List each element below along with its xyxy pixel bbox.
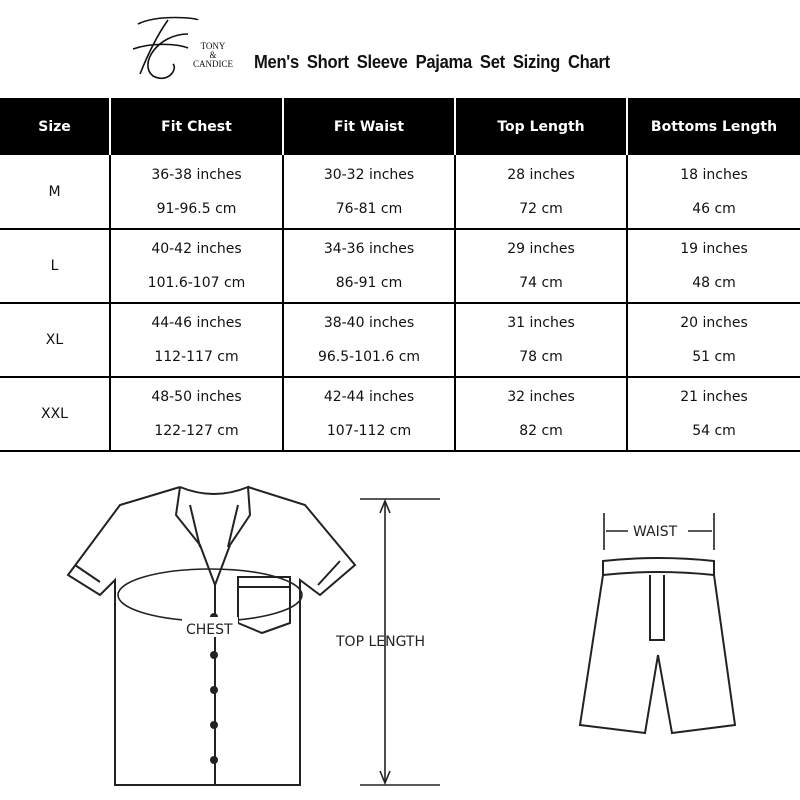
- waist-cell: [283, 155, 455, 229]
- header-chest: Fit Chest: [110, 98, 283, 155]
- top-cell: [455, 377, 627, 451]
- header-top-length: Top Length: [455, 98, 627, 155]
- table-row: [0, 155, 800, 229]
- size-value: L: [50, 258, 59, 274]
- chest-cm: 122-127 cm: [154, 423, 239, 439]
- table-row: [0, 229, 800, 303]
- waist-inches: 42-44 inches: [323, 389, 415, 405]
- bottoms-cell: [627, 303, 800, 377]
- bottoms-cm: 46 cm: [692, 200, 736, 217]
- chest-cell: [110, 155, 283, 229]
- bottoms-inches: 20 inches: [680, 315, 748, 331]
- top-cm: 74 cm: [519, 275, 563, 291]
- shorts-drawing: [580, 558, 735, 733]
- size-cell: [0, 229, 110, 303]
- waist-cell: [283, 303, 455, 377]
- top-inches: 32 inches: [507, 389, 575, 405]
- bottoms-cell: [627, 377, 800, 451]
- bottoms-inches: 18 inches: [680, 166, 748, 183]
- bottoms-cm: 48 cm: [692, 275, 736, 291]
- size-cell: [0, 377, 110, 451]
- chest-label: CHEST: [186, 622, 233, 638]
- waist-inches: 34-36 inches: [323, 241, 415, 257]
- bottoms-inches: 21 inches: [680, 389, 748, 405]
- size-value: XL: [45, 332, 64, 348]
- top-cm: 82 cm: [519, 423, 563, 439]
- brand-line: &: [209, 50, 217, 60]
- top-inches: 29 inches: [507, 241, 575, 257]
- bottoms-cm: 51 cm: [692, 349, 736, 365]
- waist-label: WAIST: [633, 524, 678, 540]
- table-row: [0, 303, 800, 377]
- header-bottoms-length: Bottoms Length: [627, 98, 800, 155]
- size-cell: [0, 303, 110, 377]
- chest-cm: 101.6-107 cm: [147, 275, 246, 291]
- brand-line: TONY: [200, 41, 226, 51]
- page-title: Men's Short Sleeve Pajama Set Sizing Chart: [254, 52, 610, 72]
- chest-cm: 112-117 cm: [154, 349, 239, 365]
- bottoms-cell: [627, 155, 800, 229]
- waist-cell: [283, 229, 455, 303]
- waist-cm: 96.5-101.6 cm: [317, 349, 421, 365]
- chest-cell: [110, 229, 283, 303]
- table-header: [0, 98, 800, 155]
- top-inches: 31 inches: [507, 315, 575, 331]
- size-cell: [0, 155, 110, 229]
- chest-inches: 48-50 inches: [151, 389, 242, 405]
- header-waist: Fit Waist: [283, 98, 455, 155]
- size-value: M: [48, 183, 61, 200]
- size-table: [0, 98, 800, 452]
- waist-inches: 38-40 inches: [323, 315, 415, 331]
- chest-cm: 91-96.5 cm: [156, 200, 237, 217]
- header-size: Size: [0, 98, 110, 155]
- waist-cell: [283, 377, 455, 451]
- top-cm: 72 cm: [519, 200, 563, 217]
- brand-line: CANDICE: [193, 59, 233, 69]
- waist-cm: 76-81 cm: [335, 200, 403, 217]
- chest-cell: [110, 303, 283, 377]
- bottoms-cell: [627, 229, 800, 303]
- brand-name: [188, 42, 238, 69]
- waist-cm: 86-91 cm: [335, 275, 403, 291]
- top-cm: 78 cm: [519, 349, 563, 365]
- top-cell: [455, 229, 627, 303]
- top-cell: [455, 155, 627, 229]
- waist-cm: 107-112 cm: [326, 423, 412, 439]
- top-cell: [455, 303, 627, 377]
- table-row: [0, 377, 800, 451]
- top-inches: 28 inches: [507, 166, 575, 183]
- chest-cell: [110, 377, 283, 451]
- size-value: XXL: [41, 406, 68, 422]
- top-length-label: TOP LENGTH: [336, 634, 426, 650]
- bottoms-inches: 19 inches: [680, 241, 748, 257]
- chest-inches: 36-38 inches: [151, 166, 242, 183]
- chest-inches: 40-42 inches: [151, 241, 242, 257]
- bottoms-cm: 54 cm: [692, 423, 736, 439]
- waist-inches: 30-32 inches: [323, 166, 415, 183]
- garment-diagram: [0, 465, 800, 800]
- chest-inches: 44-46 inches: [151, 315, 242, 331]
